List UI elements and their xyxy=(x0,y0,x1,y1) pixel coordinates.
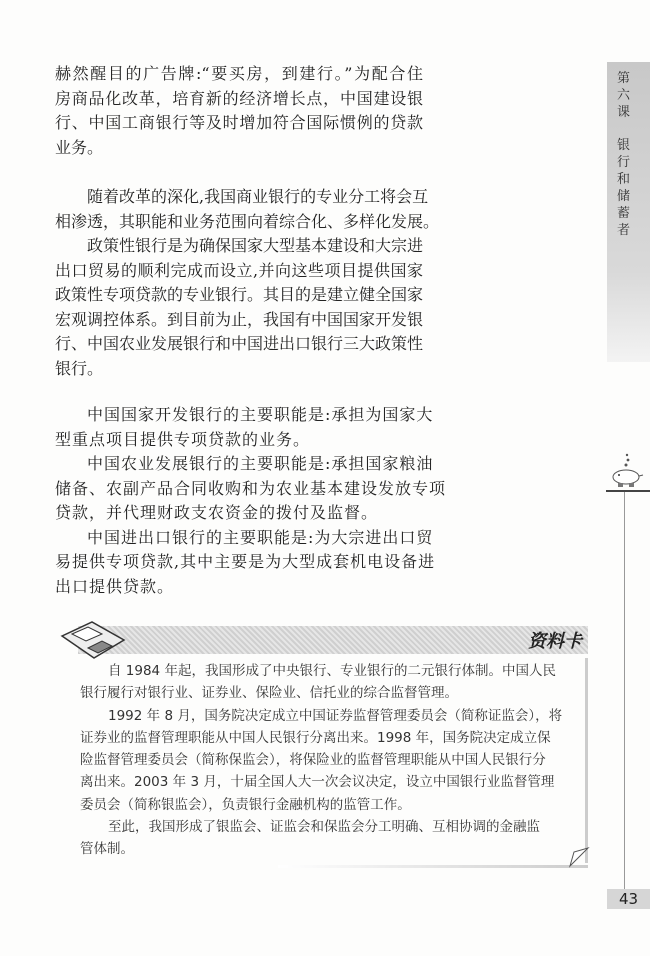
text-line: 易提供专项贷款,其中主要是为大型成套机电设备进 xyxy=(55,552,436,571)
text-line: 赫然醒目的广告牌:“要买房，到建行。”为配合住 xyxy=(55,64,423,83)
text-line: 随着改革的深化,我国商业银行的专业分工将会互 xyxy=(87,187,429,206)
text-line: 离出来。2003 年 3 月，十届全国人大一次会议决定，设立中国银行业监督管理 xyxy=(80,774,555,791)
text-line: 银行。 xyxy=(55,358,104,378)
text-line: 至此，我国形成了银监会、证监会和保监会分工明确、互相协调的金融监 xyxy=(108,819,540,836)
info-card-title: 资料卡 xyxy=(528,631,582,652)
text-line: 证券业的监督管理职能从中国人民银行分离出来。1998 年，国务院决定成立保 xyxy=(80,729,551,746)
text-line: 政策性专项贷款的专业银行。其目的是建立健全国家 xyxy=(55,285,424,304)
text-line: 中国国家开发银行的主要职能是:承担为国家大 xyxy=(87,405,434,424)
text-line: 中国进出口银行的主要职能是:为大宗进出口贸 xyxy=(87,527,434,547)
margin-rule xyxy=(606,490,650,492)
text-line: 储备、农副产品合同收购和为农业基本建设发放专项 xyxy=(55,478,447,498)
info-card xyxy=(58,618,591,883)
text-line: 贷款，并代理财政支农资金的拨付及监督。 xyxy=(55,503,379,522)
paragraph-advertising xyxy=(55,62,423,160)
main-text xyxy=(55,185,440,381)
card-border xyxy=(278,865,588,868)
text-line: 中国农业发展银行的主要职能是:承担国家粮油 xyxy=(87,454,434,473)
text-line: 型重点项目提供专项贷款的业务。 xyxy=(55,429,311,449)
text-line: 险监督管理委员会（简称保监会），将保险业的监督管理职能从中国人民银行分 xyxy=(80,752,546,769)
text-line: 管体制。 xyxy=(80,841,134,858)
margin-line xyxy=(624,492,625,890)
text-line: 出口贸易的顺利完成而设立,并向这些项目提供国家 xyxy=(55,260,423,280)
piggy-bank-icon xyxy=(606,450,646,490)
lesson-number: 第六课 xyxy=(617,71,631,120)
floppy-disk-icon xyxy=(58,618,128,662)
text-line: 业务。 xyxy=(55,137,104,157)
text-line: 房商品化改革，培育新的经济增长点，中国建设银 xyxy=(55,88,423,108)
text-line: 银行履行对银行业、证券业、保险业、信托业的综合监督管理。 xyxy=(80,685,458,702)
text-line: 自 1984 年起，我国形成了中央银行、专业银行的二元银行体制。中国人民 xyxy=(108,663,556,679)
text-line: 出口提供贷款。 xyxy=(55,576,175,596)
card-border xyxy=(585,658,588,863)
text-line: 政策性银行是为确保国家大型基本建设和大宗进 xyxy=(87,236,424,255)
chapter-label xyxy=(617,70,633,239)
page-curl-icon xyxy=(568,846,590,868)
policy-bank-functions xyxy=(55,403,447,599)
text-line: 委员会（简称银监会），负责银行金融机构的监管工作。 xyxy=(80,796,411,813)
info-card-header xyxy=(78,626,588,654)
page-number: 43 xyxy=(607,889,650,909)
text-line: 行、中国农业发展银行和中国进出口银行三大政策性 xyxy=(55,334,424,353)
text-line: 1992 年 8 月，国务院决定成立中国证券监督管理委员会（简称证监会），将 xyxy=(108,707,563,724)
text-line: 行、中国工商银行等及时增加符合国际惯例的贷款 xyxy=(55,113,423,132)
text-line: 相渗透，其职能和业务范围向着综合化、多样化发展。 xyxy=(55,211,440,231)
lesson-title: 银行和储蓄者 xyxy=(617,138,631,238)
text-line: 宏观调控体系。到目前为止，我国有中国国家开发银 xyxy=(55,309,424,329)
info-card-body xyxy=(80,660,563,861)
